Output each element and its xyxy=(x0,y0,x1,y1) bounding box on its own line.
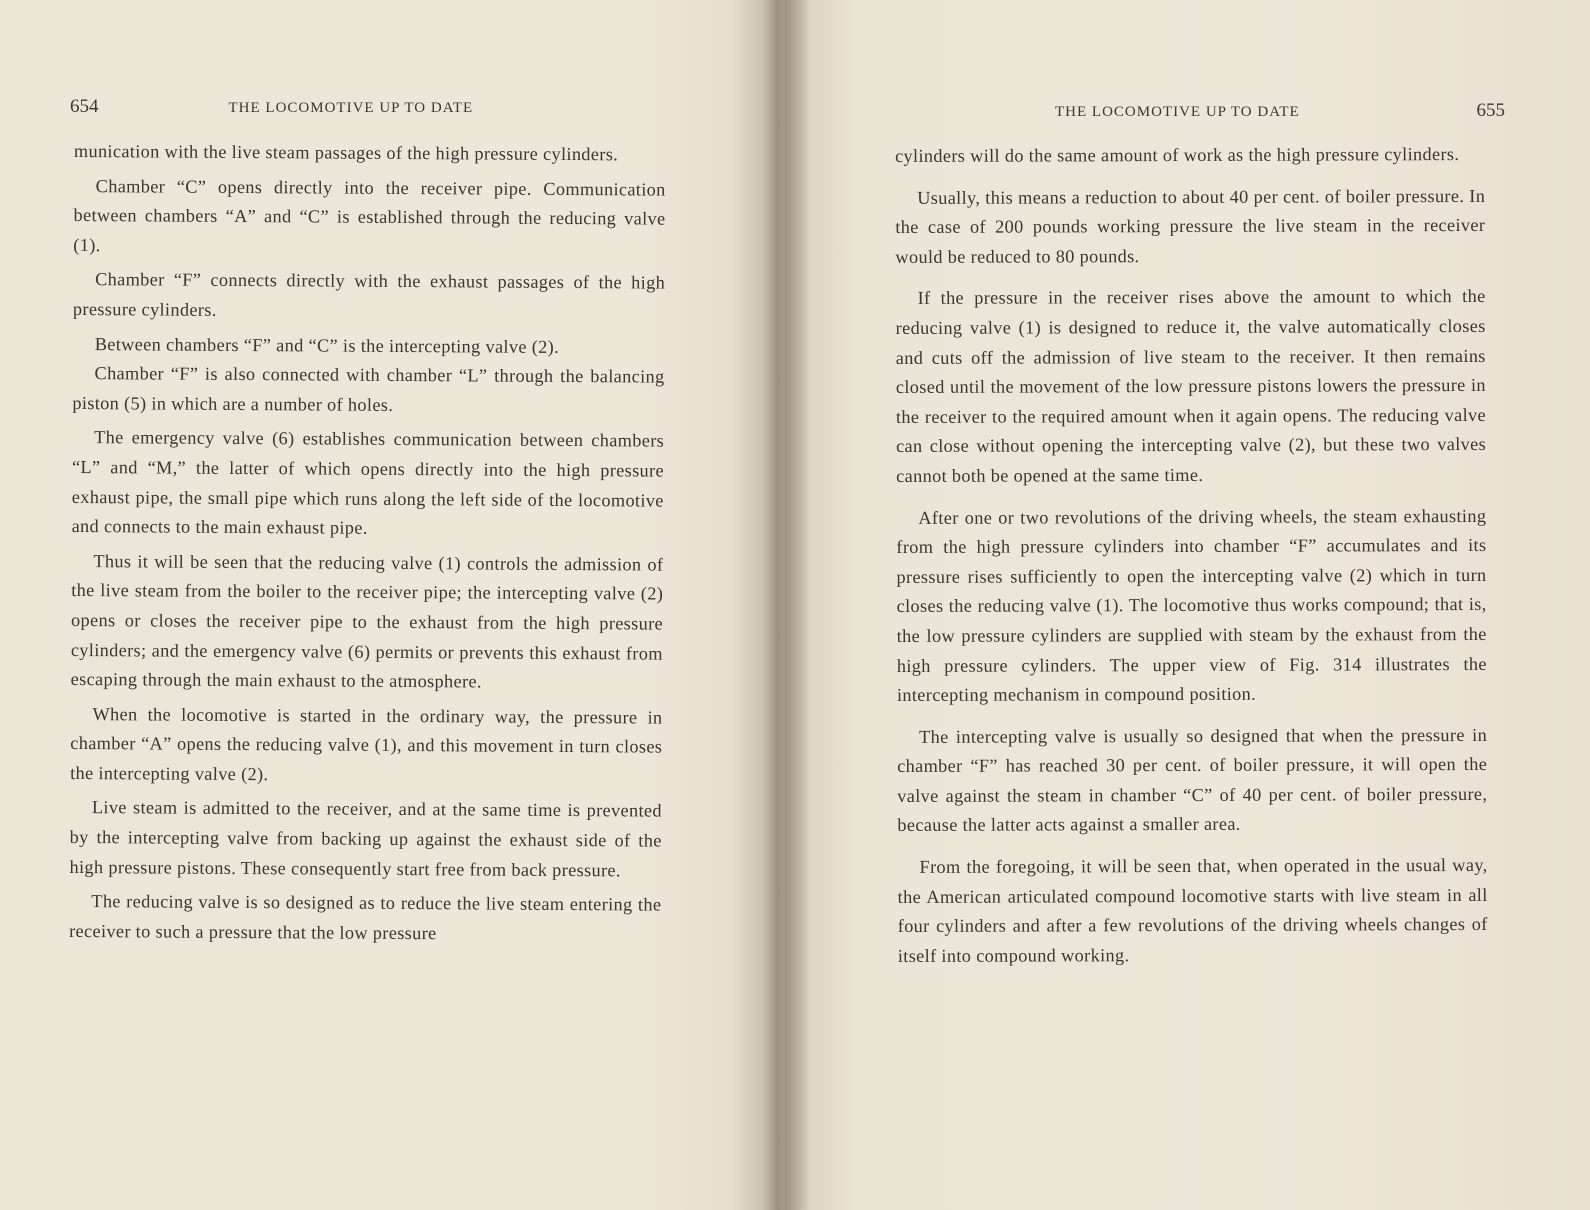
paragraph: cylinders will do the same amount of work as the high pressure cylinders. xyxy=(895,144,1460,166)
paragraph: Chamber “F” is also connected with chamber “L” through the balancing piston (5) in which are a number of holes. xyxy=(72,363,665,415)
paragraph: The emergency valve (6) establishes communication between chambers “L” and “M,” the latter of which opens directly into the high pressure exhaust pipe, the small pipe which runs along the left side of the locomotive and connects to the main exhaust pipe. xyxy=(71,427,665,538)
paragraph: If the pressure in the receiver rises above the amount to which the reducing valve (1) is designed to reduce it, the valve automatically closes and cuts off the admission of live steam to the receiver. It then remains closed until the movement of the low pressure pistons lowers the pressure in the receiver to the required amount when it again opens. The reducing valve can close without opening the intercepting valve (2), but these two valves cannot both be opened at the same time. xyxy=(895,286,1487,486)
paragraph: When the locomotive is started in the ordinary way, the pressure in chamber “A” opens the reducing valve (1), and this movement in turn closes the intercepting valve (2). xyxy=(70,703,663,785)
left-page-body xyxy=(69,137,666,955)
paragraph: Thus it will be seen that the reducing valve (1) controls the admission of the live steam from the boiler to the receiver pipe; the intercepting valve (2) opens or closes the receiver pipe to the exhaust from the high pressure cylinders; and the emergency valve (6) permits or prevents this exhaust from escaping through the main exhaust to the atmosphere. xyxy=(70,550,664,692)
paragraph: munication with the live steam passages of the high pressure cylinders. xyxy=(73,140,619,165)
right-page-number: 655 xyxy=(1476,100,1505,121)
left-page xyxy=(0,0,770,1210)
paragraph: After one or two revolutions of the driving wheels, the steam exhausting from the high pressure cylinders into chamber “F” accumulates and its pressure rises sufficiently to open the intercepting valve (2) which in turn closes the reducing valve (1). The locomotive thus works compound; that is, the low pressure cylinders are supplied with steam by the exhaust from the high pressure cylinders. The upper view of Fig. 314 illustrates the intercepting mechanism in compound position. xyxy=(896,505,1487,706)
right-page-body xyxy=(895,140,1488,983)
paragraph: The intercepting valve is usually so designed that when the pressure in chamber “F” has reached 30 per cent. of boiler pressure, it will open the valve against the steam in chamber “C” of 40 per cent. of boiler pressure, because the latter acts against a smaller area. xyxy=(897,724,1488,836)
left-running-head xyxy=(70,96,670,118)
left-page-number: 654 xyxy=(70,96,99,117)
right-running-head xyxy=(1055,100,1505,122)
paragraph: Chamber “C” opens directly into the receiver pipe. Communication between chambers “A” and “C” is established through the reducing valve (1). xyxy=(73,175,666,255)
paragraph: The reducing valve is so designed as to reduce the live steam entering the receiver to such a pressure that the low pressure xyxy=(69,891,662,944)
paragraph: Usually, this means a reduction to about 40 per cent. of boiler pressure. In the case of 200 pounds working pressure the live steam in the receiver would be reduced to 80 pounds. xyxy=(895,185,1486,267)
right-page xyxy=(800,0,1590,1210)
right-running-head-title: THE LOCOMOTIVE UP TO DATE xyxy=(1055,104,1300,120)
paragraph: Between chambers “F” and “C” is the intercepting valve (2). xyxy=(94,333,560,357)
paragraph: Chamber “F” connects directly with the exhaust passages of the high pressure cylinders. xyxy=(72,269,666,320)
left-running-head-title: THE LOCOMOTIVE UP TO DATE xyxy=(228,100,474,116)
paragraph: Live steam is admitted to the receiver, and at the same time is prevented by the intercepting valve from backing up against the exhaust side of the high pressure pistons. These consequently start free from back pressure. xyxy=(69,797,662,881)
paragraph: From the foregoing, it will be seen that, when operated in the usual way, the American articulated compound locomotive starts with live steam in all four cylinders and after a few revolutions of the driving wheels changes of itself into compound working. xyxy=(897,854,1488,966)
